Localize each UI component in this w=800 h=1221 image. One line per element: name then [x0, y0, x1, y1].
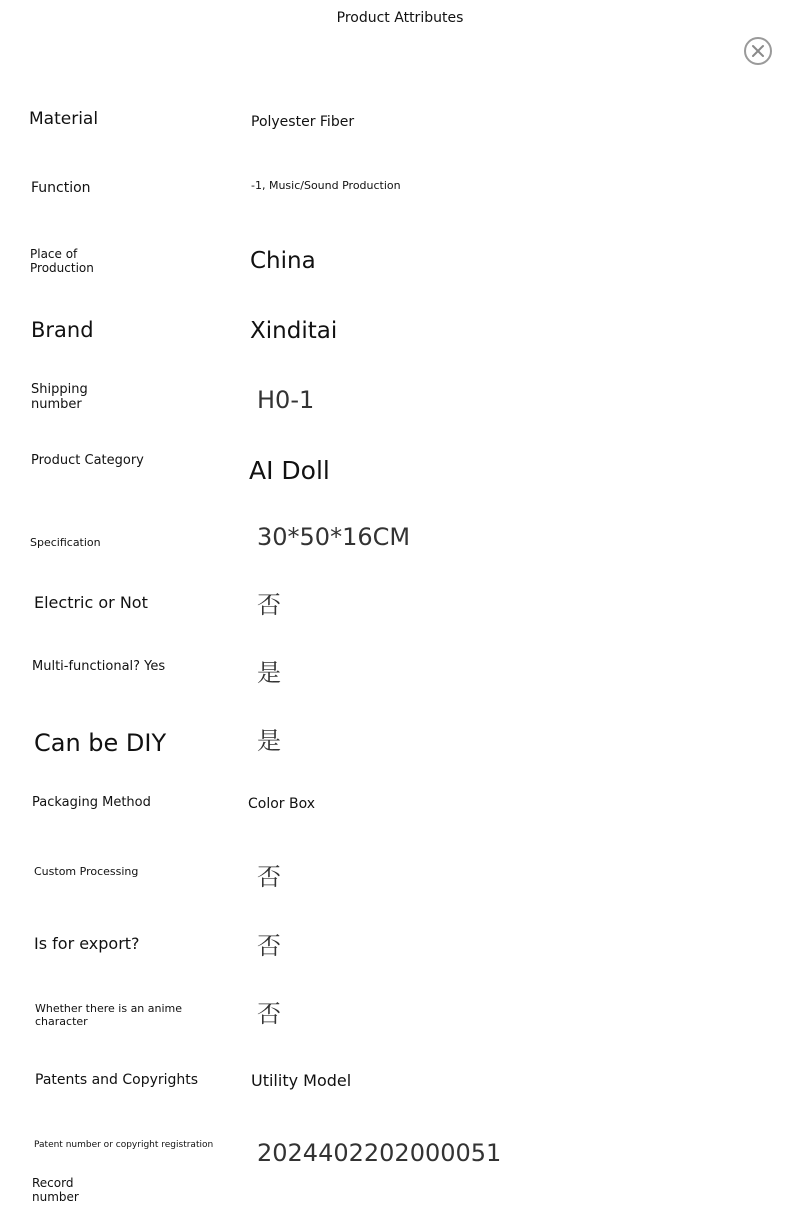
attribute-value-multi-functional: 是: [257, 659, 281, 687]
attribute-label-electric-or-not: Electric or Not: [34, 593, 148, 612]
attribute-label-material: Material: [29, 109, 99, 129]
attribute-label-product-category: Product Category: [31, 453, 144, 468]
attribute-value-anime-character: 否: [257, 1000, 281, 1028]
attribute-label-custom-processing: Custom Processing: [34, 865, 139, 878]
attribute-label-specification: Specification: [30, 536, 101, 549]
attribute-value-is-for-export: 否: [257, 932, 281, 960]
attribute-label-packaging-method: Packaging Method: [32, 795, 151, 810]
close-icon: [751, 44, 765, 58]
attribute-label-anime-character: Whether there is an anime character: [35, 1002, 183, 1028]
attribute-label-function: Function: [31, 180, 91, 196]
attribute-label-patents-and-copyrights: Patents and Copyrights: [35, 1072, 199, 1088]
attribute-label-shipping-number: Shipping number: [31, 382, 88, 412]
attribute-value-function: -1, Music/Sound Production: [251, 179, 401, 192]
attribute-label-record-number: Record number: [32, 1176, 79, 1204]
attribute-value-electric-or-not: 否: [257, 591, 281, 619]
attribute-value-can-be-diy: 是: [257, 727, 281, 755]
attribute-value-material: Polyester Fiber: [251, 114, 355, 130]
attribute-value-patents-and-copyrights: Utility Model: [251, 1071, 352, 1090]
attribute-value-shipping-number: H0-1: [257, 386, 315, 414]
attribute-label-patent-number: Patent number or copyright registration: [34, 1140, 214, 1150]
attribute-value-brand: Xinditai: [250, 318, 338, 344]
dialog-title: Product Attributes: [336, 10, 464, 26]
attribute-label-place-of-production: Place of Production: [30, 247, 94, 275]
attribute-value-patent-number: 2024402202000051: [257, 1139, 502, 1167]
attribute-value-product-category: AI Doll: [249, 456, 330, 485]
attribute-value-place-of-production: China: [250, 248, 316, 274]
attribute-value-custom-processing: 否: [257, 863, 281, 891]
attribute-label-multi-functional: Multi-functional? Yes: [32, 659, 166, 674]
attribute-value-packaging-method: Color Box: [248, 796, 316, 812]
attribute-label-is-for-export: Is for export?: [34, 934, 140, 953]
close-button[interactable]: [744, 37, 772, 65]
attribute-label-can-be-diy: Can be DIY: [34, 729, 167, 757]
attribute-label-brand: Brand: [31, 318, 94, 342]
attribute-value-specification: 30*50*16CM: [257, 523, 411, 551]
